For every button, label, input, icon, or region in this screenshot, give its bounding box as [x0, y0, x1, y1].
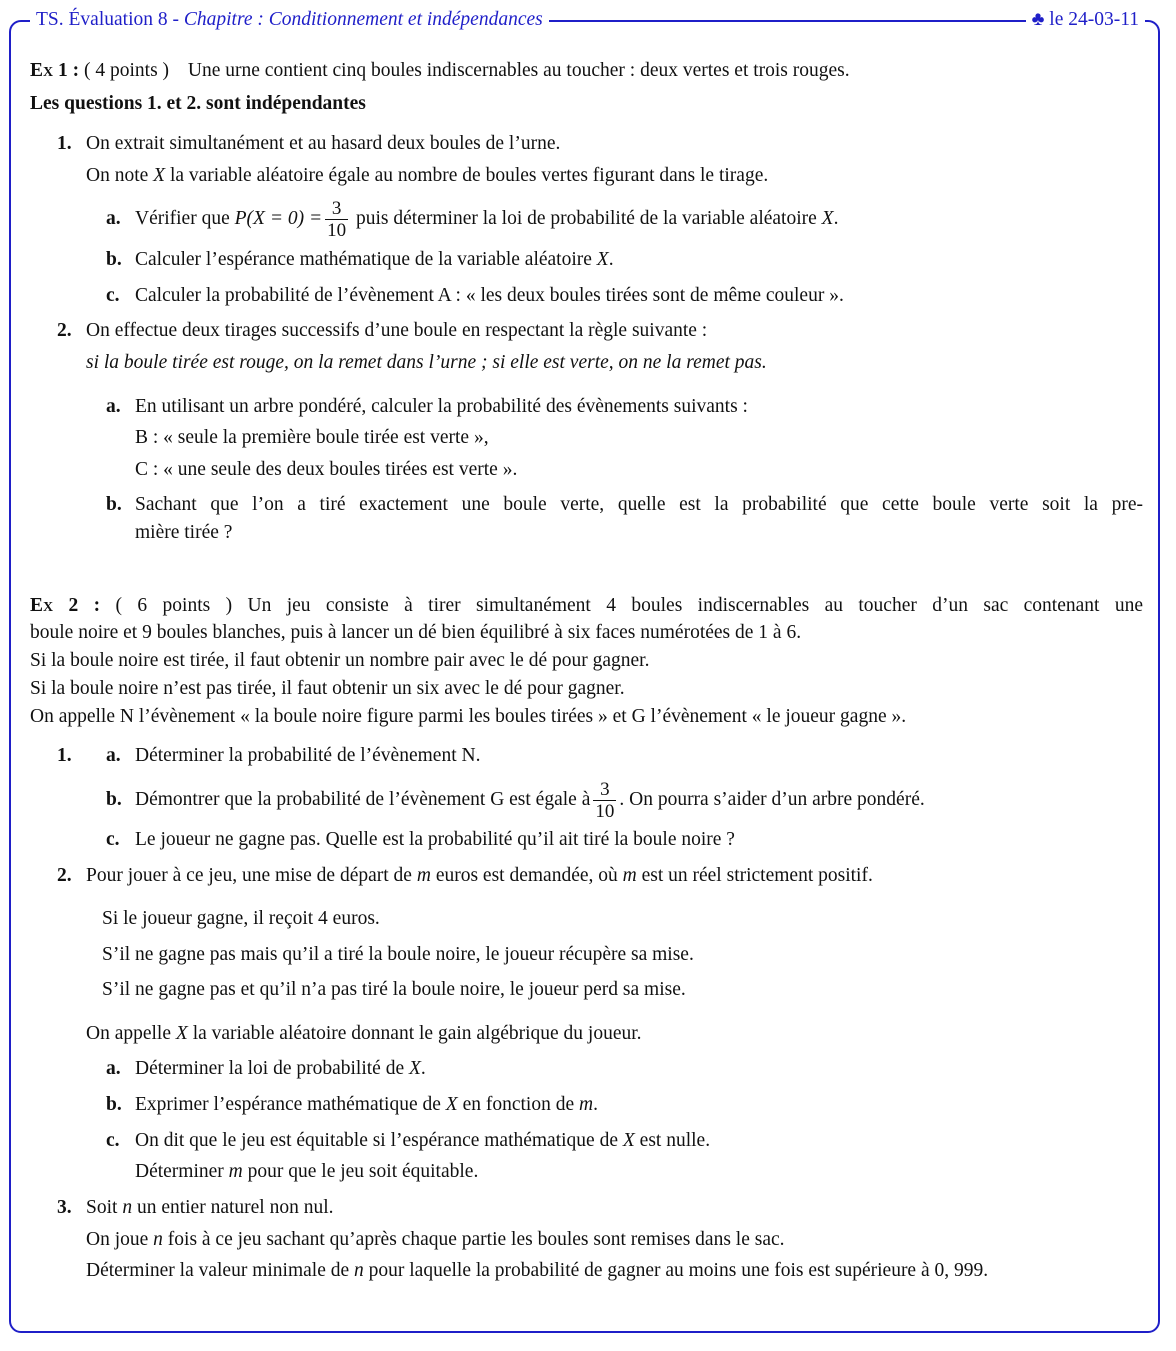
ex2-q2c-label: c. — [106, 1130, 120, 1151]
header-course: TS. Évaluation 8 - — [36, 9, 184, 30]
ex2-q3-number: 3. — [57, 1197, 72, 1218]
ex2-q2b-text: Exprimer l’espérance mathématique de X en fonction de m. — [135, 1094, 598, 1115]
ex1-q2-number: 2. — [57, 320, 72, 341]
header-date-text: le 24-03-11 — [1049, 9, 1139, 30]
ex1-q1-line2: On note X la variable aléatoire égale au nombre de boules vertes figurant dans le tirage. — [86, 165, 769, 186]
ex1-points: ( 4 points ) — [84, 60, 170, 81]
ex1-q2b-label: b. — [106, 494, 122, 515]
ex1-independence-note: Les questions 1. et 2. sont indépendantes — [30, 93, 366, 114]
ex2-intro1: Un jeu consiste à tirer simultanément 4 boules indiscernables au toucher d’un sac contenant une — [247, 595, 1143, 616]
ex1-q1-line1: On extrait simultanément et au hasard deux boules de l’urne. — [86, 133, 561, 154]
ex1-q2a-text: En utilisant un arbre pondéré, calculer la probabilité des évènements suivants : — [135, 396, 748, 417]
ex1-heading — [30, 58, 850, 84]
ex1-q2-rule: si la boule tirée est rouge, on la remet dans l’urne ; si elle est verte, on ne la remet pas. — [86, 352, 767, 373]
ex2-q2a-text: Déterminer la loi de probabilité de X. — [135, 1058, 426, 1079]
ex2-q1-number: 1. — [57, 745, 72, 766]
ex1-q1b-text: Calculer l’espérance mathématique de la variable aléatoire X. — [135, 249, 614, 270]
ex2-intro4: Si la boule noire n’est pas tirée, il faut obtenir un six avec le dé pour gagner. — [30, 678, 625, 699]
header-date — [1026, 7, 1145, 33]
ex1-q1c-label: c. — [106, 285, 120, 306]
ex2-intro2: boule noire et 9 boules blanches, puis à lancer un dé bien équilibré à six faces numérotées de 1 à 6. — [30, 622, 802, 643]
header-title — [30, 7, 549, 33]
ex1-q2a-event-c: C : « une seule des deux boules tirées est verte ». — [135, 459, 518, 480]
ex2-points: ( 6 points ) — [115, 595, 233, 616]
ex2-q3-line2: On joue n fois à ce jeu sachant qu’après chaque partie les boules sont remises dans le sac. — [86, 1229, 785, 1250]
ex2-q1c-text: Le joueur ne gagne pas. Quelle est la probabilité qu’il ait tiré la boule noire ? — [135, 829, 735, 850]
ex2-q2-rule1: Si le joueur gagne, il reçoit 4 euros. — [102, 908, 380, 929]
ex2-q2-number: 2. — [57, 865, 72, 886]
ex2-q2-line1: Pour jouer à ce jeu, une mise de départ de m euros est demandée, où m est un réel strictement positif. — [86, 865, 873, 886]
ex2-q1b-text: Démontrer que la probabilité de l’évènement G est égale à $\frac{3}{10}$ . On pourra s’aider d’un arbre pondéré. — [135, 779, 925, 823]
ex2-q2c-line1: On dit que le jeu est équitable si l’espérance mathématique de X est nulle. — [135, 1130, 711, 1151]
ex1-label: Ex 1 : — [30, 60, 80, 81]
ex1-q1a-label: a. — [106, 208, 121, 229]
ex1-q2-line1: On effectue deux tirages successifs d’une boule en respectant la règle suivante : — [86, 320, 708, 341]
club-icon: ♣ — [1031, 9, 1045, 30]
ex2-q2b-label: b. — [106, 1094, 122, 1115]
ex1-q1c-text: Calculer la probabilité de l’évènement A : « les deux boules tirées sont de même couleur ». — [135, 285, 844, 306]
ex1-q2a-label: a. — [106, 396, 121, 417]
ex2-q2-rule2: S’il ne gagne pas mais qu’il a tiré la boule noire, le joueur récupère sa mise. — [102, 944, 694, 965]
ex2-q1a-label: a. — [106, 745, 121, 766]
ex2-intro3: Si la boule noire est tirée, il faut obtenir un nombre pair avec le dé pour gagner. — [30, 650, 650, 671]
ex1-q2a-event-b: B : « seule la première boule tirée est verte », — [135, 427, 489, 448]
ex2-q2-xline: On appelle X la variable aléatoire donnant le gain algébrique du joueur. — [86, 1023, 642, 1044]
ex1-q2b-line2: mière tirée ? — [135, 522, 233, 543]
ex2-q3-line1: Soit n un entier naturel non nul. — [86, 1197, 334, 1218]
fraction-3-10: $\frac{3}{10}$ — [595, 779, 615, 823]
ex2-heading — [30, 593, 1143, 619]
ex1-intro: Une urne contient cinq boules indiscernables au toucher : deux vertes et trois rouges. — [187, 60, 850, 81]
ex2-q2c-line2: Déterminer m pour que le jeu soit équitable. — [135, 1161, 479, 1182]
ex1-q1-number: 1. — [57, 133, 72, 154]
ex2-q2-rule3: S’il ne gagne pas et qu’il n’a pas tiré la boule noire, le joueur perd sa mise. — [102, 979, 686, 1000]
ex1-q1b-label: b. — [106, 249, 122, 270]
ex1-q1a-text: Vérifier que P(X = 0) = $\frac{3}{10}$ puis déterminer la loi de probabilité de la variable aléatoire X. — [135, 198, 839, 242]
ex1-q2b-line1: Sachant que l’on a tiré exactement une boule verte, quelle est la probabilité que cette boule verte soit la pre- — [135, 494, 1143, 515]
fraction-3-10: $\frac{3}{10}$ — [327, 198, 347, 242]
ex2-intro5: On appelle N l’évènement « la boule noire figure parmi les boules tirées » et G l’évènement « le joueur gagne ». — [30, 706, 907, 727]
ex2-q1b-label: b. — [106, 789, 122, 810]
ex2-q1c-label: c. — [106, 829, 120, 850]
ex2-q3-line3: Déterminer la valeur minimale de n pour laquelle la probabilité de gagner au moins une fois est supérieure à 0, 999. — [86, 1260, 989, 1281]
ex2-q2a-label: a. — [106, 1058, 121, 1079]
ex2-label: Ex 2 : — [30, 595, 101, 616]
ex2-q1a-text: Déterminer la probabilité de l’évènement N. — [135, 745, 481, 766]
header-chapter: Chapitre : Conditionnement et indépendances — [183, 9, 543, 30]
